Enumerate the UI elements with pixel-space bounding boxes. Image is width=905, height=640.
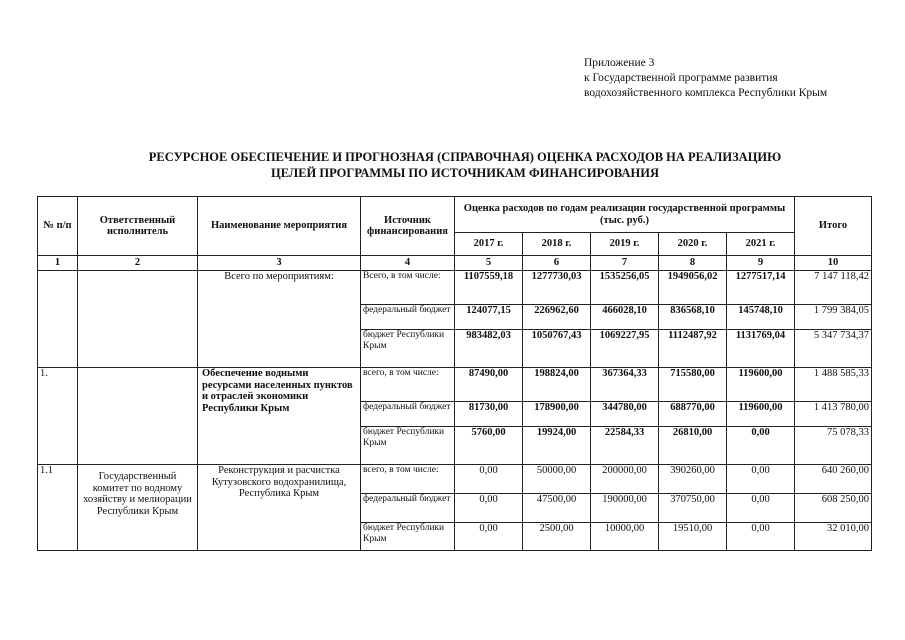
value-cell: 119600,00: [727, 402, 795, 427]
appendix-line-1: Приложение 3: [584, 57, 655, 69]
value-cell: 1069227,95: [591, 330, 659, 368]
value-cell: 370750,00: [659, 494, 727, 523]
appendix-line-2: к Государственной программе развития: [584, 72, 778, 84]
table-row: [38, 368, 872, 402]
column-number: 6: [523, 256, 591, 271]
value-cell: 836568,10: [659, 305, 727, 330]
value-cell: 124077,15: [455, 305, 523, 330]
column-number: 4: [361, 256, 455, 271]
source-cell: всего, в том числе:: [361, 465, 455, 494]
column-number: 8: [659, 256, 727, 271]
value-cell: 0,00: [727, 465, 795, 494]
value-cell: 1131769,04: [727, 330, 795, 368]
value-cell: 200000,00: [591, 465, 659, 494]
value-cell: 1107559,18: [455, 271, 523, 305]
column-number: 3: [198, 256, 361, 271]
value-cell: 22584,33: [591, 427, 659, 465]
total-cell: 32 010,00: [795, 523, 872, 551]
row-number: 1.: [38, 368, 78, 465]
value-cell: 198824,00: [523, 368, 591, 402]
source-cell: бюджет Республики Крым: [361, 330, 455, 368]
total-cell: 75 078,33: [795, 427, 872, 465]
total-cell: 1 799 384,05: [795, 305, 872, 330]
value-cell: 178900,00: [523, 402, 591, 427]
column-number: 7: [591, 256, 659, 271]
header-estimate: Оценка расходов по годам реализации государственной программы (тыс. руб.): [455, 197, 795, 233]
header-year: 2017 г.: [455, 233, 523, 256]
appendix-note: [584, 56, 827, 101]
value-cell: 87490,00: [455, 368, 523, 402]
header-responsible: Ответственный исполнитель: [78, 197, 198, 256]
value-cell: 47500,00: [523, 494, 591, 523]
value-cell: 1535256,05: [591, 271, 659, 305]
header-source: Источник финансирования: [361, 197, 455, 256]
appendix-line-3: водохозяйственного комплекса Республики Крым: [584, 87, 828, 99]
activity-cell: Реконструкция и расчистка Кутузовского водохранилища, Республика Крым: [198, 465, 361, 551]
row-number: 1.1: [38, 465, 78, 551]
responsible-cell: [78, 271, 198, 368]
column-number: 10: [795, 256, 872, 271]
value-cell: 2500,00: [523, 523, 591, 551]
table-row: [38, 465, 872, 494]
total-cell: 640 260,00: [795, 465, 872, 494]
source-cell: федеральный бюджет: [361, 305, 455, 330]
total-cell: 7 147 118,42: [795, 271, 872, 305]
value-cell: 145748,10: [727, 305, 795, 330]
value-cell: 226962,60: [523, 305, 591, 330]
activity-cell: Всего по мероприятиям:: [198, 271, 361, 368]
responsible-cell: [78, 368, 198, 465]
value-cell: 0,00: [727, 494, 795, 523]
header-activity: Наименование мероприятия: [198, 197, 361, 256]
column-number: 2: [78, 256, 198, 271]
value-cell: 466028,10: [591, 305, 659, 330]
value-cell: 390260,00: [659, 465, 727, 494]
value-cell: 1949056,02: [659, 271, 727, 305]
source-cell: бюджет Республики Крым: [361, 523, 455, 551]
column-number: 1: [38, 256, 78, 271]
source-cell: Всего, в том числе:: [361, 271, 455, 305]
value-cell: 10000,00: [591, 523, 659, 551]
title-line-1: РЕСУРСНОЕ ОБЕСПЕЧЕНИЕ И ПРОГНОЗНАЯ (СПРАВОЧНАЯ) ОЦЕНКА РАСХОДОВ НА РЕАЛИЗАЦИЮ: [148, 150, 782, 164]
value-cell: 190000,00: [591, 494, 659, 523]
value-cell: 0,00: [455, 465, 523, 494]
responsible-cell: Государственный комитет по водному хозяйству и мелиорации Республики Крым: [78, 465, 198, 551]
column-number: 5: [455, 256, 523, 271]
title-line-2: ЦЕЛЕЙ ПРОГРАММЫ ПО ИСТОЧНИКАМ ФИНАНСИРОВАНИЯ: [271, 165, 659, 180]
value-cell: 0,00: [455, 494, 523, 523]
table-row: [38, 271, 872, 305]
source-cell: федеральный бюджет: [361, 494, 455, 523]
activity-cell: Обеспечение водными ресурсами населенных пунктов и отраслей экономики Республики Крым: [198, 368, 361, 465]
total-cell: 5 347 734,37: [795, 330, 872, 368]
header-year: 2021 г.: [727, 233, 795, 256]
source-cell: бюджет Республики Крым: [361, 427, 455, 465]
column-numbers-row: [38, 256, 872, 271]
source-cell: всего, в том числе:: [361, 368, 455, 402]
source-cell: федеральный бюджет: [361, 402, 455, 427]
value-cell: 715580,00: [659, 368, 727, 402]
value-cell: 0,00: [727, 523, 795, 551]
value-cell: 26810,00: [659, 427, 727, 465]
value-cell: 81730,00: [455, 402, 523, 427]
header-year: 2020 г.: [659, 233, 727, 256]
header-year: 2019 г.: [591, 233, 659, 256]
value-cell: 0,00: [727, 427, 795, 465]
column-number: 9: [727, 256, 795, 271]
value-cell: 5760,00: [455, 427, 523, 465]
row-number: [38, 271, 78, 368]
total-cell: 1 488 585,33: [795, 368, 872, 402]
table-body: [38, 197, 872, 551]
value-cell: 1277730,03: [523, 271, 591, 305]
total-cell: 1 413 780,00: [795, 402, 872, 427]
value-cell: 983482,03: [455, 330, 523, 368]
value-cell: 688770,00: [659, 402, 727, 427]
header-year: 2018 г.: [523, 233, 591, 256]
value-cell: 0,00: [455, 523, 523, 551]
value-cell: 19510,00: [659, 523, 727, 551]
financing-table: [37, 196, 872, 551]
value-cell: 19924,00: [523, 427, 591, 465]
value-cell: 1112487,92: [659, 330, 727, 368]
value-cell: 367364,33: [591, 368, 659, 402]
header-num: № п/п: [38, 197, 78, 256]
value-cell: 344780,00: [591, 402, 659, 427]
value-cell: 119600,00: [727, 368, 795, 402]
document-title: [40, 150, 890, 181]
value-cell: 50000,00: [523, 465, 591, 494]
value-cell: 1050767,43: [523, 330, 591, 368]
value-cell: 1277517,14: [727, 271, 795, 305]
total-cell: 608 250,00: [795, 494, 872, 523]
header-total: Итого: [795, 197, 872, 256]
